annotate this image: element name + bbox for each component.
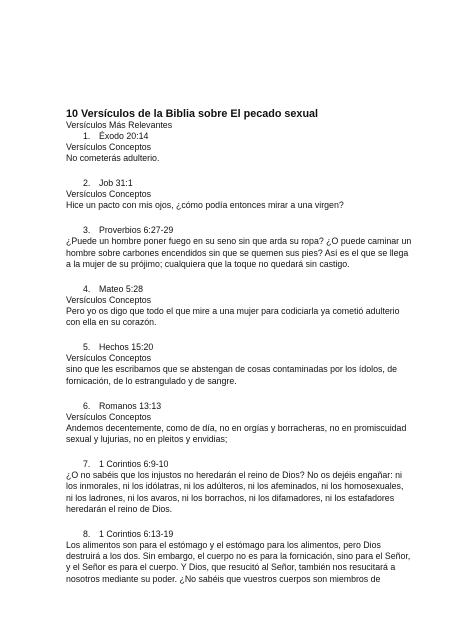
verse-reference: Job 31:1	[99, 178, 133, 189]
verse-concepts-label: Versículos Conceptos	[66, 411, 152, 422]
verse-number: 7.	[83, 459, 91, 470]
verse-number: 4.	[83, 284, 91, 295]
verse-text	[66, 153, 411, 164]
verse-text-line: los inmorales, ni los idólatras, ni los adúlteros, ni los afeminados, ni los homosexuales,	[66, 481, 404, 492]
verse-text-line: Hice un pacto con mis ojos, ¿cómo podía entonces mirar a una virgen?	[66, 200, 344, 211]
verse-text-line: fornicación, de lo estrangulado y de sangre.	[66, 375, 237, 386]
verse-concepts-label: Versículos Conceptos	[66, 295, 152, 306]
verse-text-line: No cometerás adulterio.	[66, 153, 160, 163]
verse-text	[66, 236, 411, 270]
verse-number: 2.	[83, 178, 91, 189]
verse-heading	[66, 178, 426, 189]
verse-number: 1.	[83, 131, 91, 141]
verse-reference: 1 Corintios 6:13-19	[99, 529, 174, 540]
verse-number: 8.	[83, 529, 91, 540]
verse-text-line: con ella en su corazón.	[66, 317, 157, 328]
verse-reference: Mateo 5:28	[99, 284, 144, 295]
verse-heading	[66, 342, 426, 353]
verse-concepts-label: Versículos Conceptos	[66, 353, 152, 364]
verse-reference: Éxodo 20:14	[99, 131, 149, 141]
verse-text-line: heredarán el reino de Dios.	[66, 503, 173, 514]
verse-heading	[66, 459, 426, 470]
verse-text-line: hombre sobre carbones encendidos sin que se quemen sus pies? Así es el que se llega	[66, 247, 409, 258]
verse-text	[66, 423, 411, 445]
verse-entry	[66, 284, 426, 328]
verse-reference: Proverbios 6:27-29	[99, 225, 174, 236]
verse-heading	[66, 284, 426, 295]
verse-entry	[66, 529, 426, 585]
page-title: 10 Versículos de la Biblia sobre El pecado sexual	[66, 108, 319, 120]
verse-text-line: a la mujer de su prójimo; cualquiera que la toque no quedará sin castigo.	[66, 258, 350, 269]
verse-text-line: ni los ladrones, ni los avaros, ni los borrachos, ni los difamadores, ni los estafadores	[66, 492, 395, 503]
verse-text-line: ¿Puede un hombre poner fuego en su seno sin que arda su ropa? ¿O puede caminar un	[66, 236, 412, 247]
verse-text	[66, 540, 411, 585]
verse-heading	[66, 401, 426, 412]
verse-text-line: Andemos decentemente, como de día, no en orgías y borracheras, no en promiscuidad	[66, 422, 407, 433]
verse-concepts-label: Versículos Conceptos	[66, 189, 152, 200]
verse-entry	[66, 178, 426, 211]
verse-text	[66, 364, 411, 386]
verse-text-line: ¿O no sabéis que los injustos no heredarán el reino de Dios? No os dejéis engañar: ni	[66, 470, 402, 481]
verse-entry	[66, 342, 426, 386]
verse-entry	[66, 131, 426, 164]
verse-text-line: Pero yo os digo que todo el que mire a una mujer para codiciarla ya cometió adulterio	[66, 306, 400, 317]
verse-text	[66, 470, 411, 515]
verse-text-line: y el Señor es para el cuerpo. Y Dios, que resucitó al Señor, también nos resucitará a	[66, 562, 396, 573]
verse-text-line: sexual y lujurias, no en pleitos y envidias;	[66, 434, 228, 445]
verse-concepts-label: Versículos Conceptos	[66, 142, 152, 152]
verse-number: 5.	[83, 342, 91, 353]
verse-text	[66, 200, 411, 211]
verse-entry	[66, 225, 426, 270]
verse-entry	[66, 401, 426, 445]
verse-number: 3.	[83, 225, 91, 236]
verse-reference: Hechos 15:20	[99, 342, 154, 353]
document-page	[66, 108, 426, 599]
verse-reference: 1 Corintios 6:9-10	[99, 459, 169, 470]
verse-entry	[66, 459, 426, 515]
verse-heading	[66, 529, 426, 540]
verse-text	[66, 306, 411, 328]
page-subtitle: Versículos Más Relevantes	[66, 120, 173, 130]
verse-number: 6.	[83, 400, 91, 411]
verse-text-line: nosotros mediante su poder. ¿No sabéis que vuestros cuerpos son miembros de	[66, 573, 381, 584]
verse-heading	[66, 225, 426, 236]
verse-text-line: Los alimentos son para el estómago y el estómago para los alimentos, pero Dios	[66, 540, 381, 551]
verse-list	[66, 131, 426, 585]
verse-text-line: destruirá a los dos. Sin embargo, el cuerpo no es para la fornicación, sino para el Señor,	[66, 551, 411, 562]
verse-heading	[66, 131, 426, 142]
verse-reference: Romanos 13:13	[99, 400, 162, 411]
verse-text-line: sino que les escribamos que se abstengan de cosas contaminadas por los ídolos, de	[66, 364, 398, 375]
